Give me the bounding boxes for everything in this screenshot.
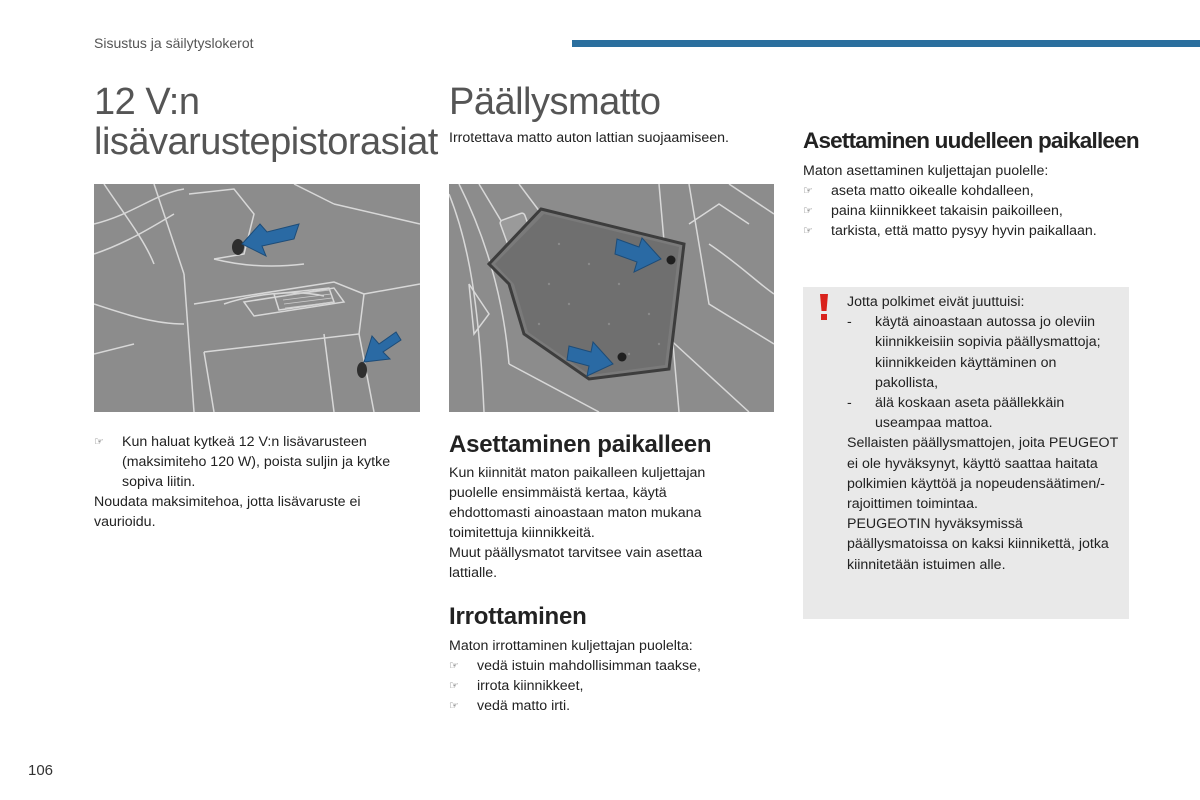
fitting-text bbox=[449, 463, 749, 583]
bullet-icon: ☞ bbox=[449, 700, 459, 712]
page-title-mat: Päällysmatto bbox=[449, 81, 661, 123]
bullet-icon: ☞ bbox=[449, 660, 459, 672]
list-item: ☞ Kun haluat kytkeä 12 V:n lisävarusteen (maksimiteho 120 W), poista suljin ja kytke sopiva liitin. bbox=[94, 434, 391, 490]
header-accent-bar bbox=[572, 40, 1200, 47]
warning-paragraph-2: PEUGEOTIN hyväksymissä päällysmatoissa on kaksi kiinnikettä, jotka kiinnitetään istuimen alle. bbox=[847, 516, 1109, 573]
warning-dash-item: - käytä ainoastaan autossa jo oleviin kiinnikkeisiin sopivia päällysmattoja; kiinnikkeiden käyttäminen on pakollista, bbox=[847, 314, 1101, 391]
warning-paragraph-1: Sellaisten päällysmattojen, joita PEUGEOT ei ole hyväksynyt, käyttö saattaa haitata polkimien käyttöä ja nopeudensäätimen/-rajoittimen toimintaa. bbox=[847, 435, 1119, 513]
bullet-icon: ☞ bbox=[94, 436, 104, 448]
list-item: ☞ tarkista, että matto pysyy hyvin paikallaan. bbox=[803, 223, 1097, 239]
removing-intro: Maton irrottaminen kuljettajan puolelta: bbox=[449, 638, 693, 654]
socket-note: Noudata maksimitehoa, jotta lisävaruste ei vaurioidu. bbox=[94, 494, 361, 530]
bullet-icon: ☞ bbox=[803, 205, 813, 217]
title-line-2: lisävarustepistorasiat bbox=[94, 121, 438, 163]
heading-fitting: Asettaminen paikalleen bbox=[449, 431, 712, 458]
dash-marker: - bbox=[847, 314, 852, 331]
list-item: ☞ paina kiinnikkeet takaisin paikoilleen, bbox=[803, 203, 1063, 219]
page-title-sockets bbox=[94, 81, 438, 163]
warning-intro: Jotta polkimet eivät juuttuisi: bbox=[847, 294, 1025, 310]
list-item: ☞ aseta matto oikealle kohdalleen, bbox=[803, 183, 1034, 199]
refitting-text bbox=[803, 161, 1133, 241]
removing-text bbox=[449, 636, 749, 716]
center-console-drawing bbox=[94, 184, 420, 412]
list-item: ☞ vedä istuin mahdollisimman taakse, bbox=[449, 658, 701, 674]
warning-text bbox=[847, 292, 1122, 575]
list-item: ☞ vedä matto irti. bbox=[449, 698, 571, 714]
exclamation-icon bbox=[819, 294, 829, 320]
warning-box bbox=[803, 287, 1129, 619]
illustration-floor-mat bbox=[449, 184, 774, 412]
bullet-icon: ☞ bbox=[803, 225, 813, 237]
heading-refitting: Asettaminen uudelleen paikalleen bbox=[803, 128, 1139, 153]
refitting-intro: Maton asettaminen kuljettajan puolelle: bbox=[803, 163, 1049, 179]
illustration-center-console bbox=[94, 184, 420, 412]
fitting-body: Kun kiinnität maton paikalleen kuljettajan puolelle ensimmäistä kertaa, käytä ehdottomasti ainoastaan maton mukana toimitettuja kiinnikkeitä. bbox=[449, 465, 706, 541]
section-title: Sisustus ja säilytyslokerot bbox=[94, 35, 254, 51]
fitting-body-2: Muut päällysmatot tarvitsee vain asettaa lattialle. bbox=[449, 545, 703, 581]
socket-instructions bbox=[94, 432, 404, 532]
dash-marker: - bbox=[847, 395, 852, 412]
bullet-icon: ☞ bbox=[803, 185, 813, 197]
floor-mat-drawing bbox=[449, 184, 774, 412]
page-number: 106 bbox=[28, 762, 54, 779]
mat-intro: Irrotettava matto auton lattian suojaamiseen. bbox=[449, 130, 729, 146]
bullet-icon: ☞ bbox=[449, 680, 459, 692]
warning-dash-item: - älä koskaan aseta päällekkäin useampaa mattoa. bbox=[847, 395, 1065, 432]
title-line-1: 12 V:n bbox=[94, 81, 200, 123]
heading-removing: Irrottaminen bbox=[449, 603, 587, 630]
list-item: ☞ irrota kiinnikkeet, bbox=[449, 678, 584, 694]
